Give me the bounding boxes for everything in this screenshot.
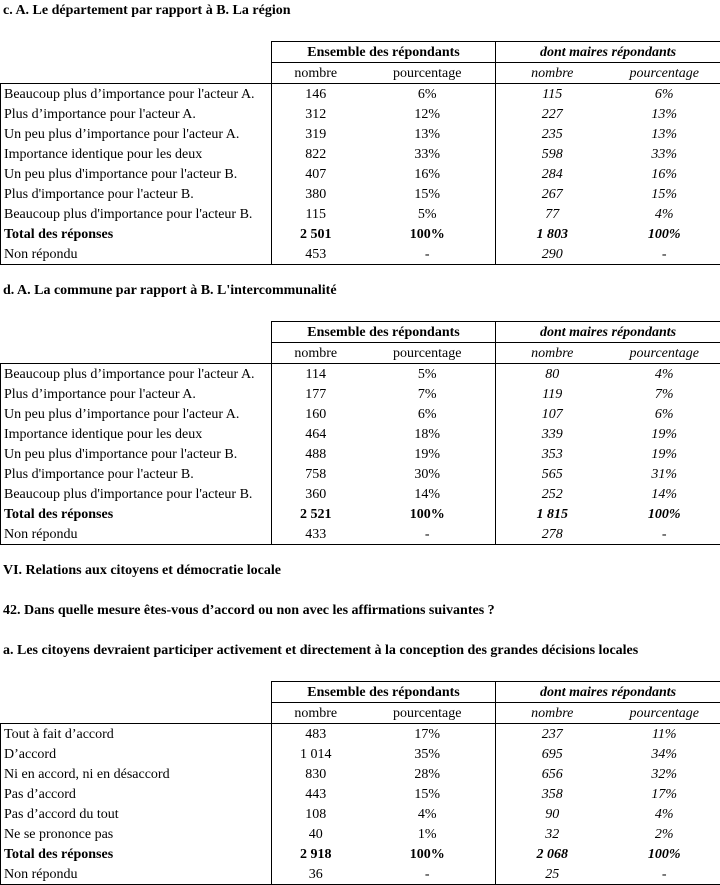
cell-pourcentage-maires: 16% <box>609 164 720 184</box>
cell-nombre: 2 521 <box>272 504 360 524</box>
cell-nombre-maires: 284 <box>496 164 609 184</box>
row-label: Total des réponses <box>1 844 272 864</box>
cell-nombre: 360 <box>272 484 360 504</box>
cell-nombre-maires: 32 <box>496 824 609 844</box>
row-label: Beaucoup plus d’importance pour l'acteur A. <box>1 364 272 385</box>
table-row <box>1 124 720 144</box>
section-title-a: a. Les citoyens devraient participer activement et directement à la conception des grandes décisions locales <box>3 641 638 661</box>
table-departement-region <box>0 41 720 265</box>
cell-pourcentage-maires: 11% <box>609 724 720 745</box>
cell-pourcentage: - <box>360 244 496 265</box>
row-label: Non répondu <box>1 524 272 545</box>
cell-pourcentage-maires: 2% <box>609 824 720 844</box>
cell-pourcentage: 13% <box>360 124 496 144</box>
header-maires: dont maires répondants <box>496 322 720 343</box>
empty-cell <box>1 322 272 343</box>
row-label: Total des réponses <box>1 224 272 244</box>
cell-nombre-maires: 227 <box>496 104 609 124</box>
total-row <box>1 504 720 524</box>
row-label: Beaucoup plus d'importance pour l'acteur B. <box>1 484 272 504</box>
cell-pourcentage: 4% <box>360 804 496 824</box>
row-label: Plus d'importance pour l'acteur B. <box>1 184 272 204</box>
cell-nombre-maires: 1 815 <box>496 504 609 524</box>
header-nombre: nombre <box>272 63 360 84</box>
header-ensemble: Ensemble des répondants <box>272 322 496 343</box>
non-repondu-row <box>1 864 720 885</box>
cell-pourcentage: 18% <box>360 424 496 444</box>
header-pourcentage: pourcentage <box>360 63 496 84</box>
cell-pourcentage: 6% <box>360 84 496 105</box>
table-row <box>1 404 720 424</box>
row-label: Non répondu <box>1 864 272 885</box>
total-row <box>1 224 720 244</box>
cell-nombre-maires: 107 <box>496 404 609 424</box>
row-label: Total des réponses <box>1 504 272 524</box>
table-row <box>1 804 720 824</box>
row-label: Un peu plus d’importance pour l'acteur A. <box>1 124 272 144</box>
cell-nombre-maires: 267 <box>496 184 609 204</box>
chapter-title: VI. Relations aux citoyens et démocratie locale <box>3 561 281 581</box>
cell-pourcentage-maires: 15% <box>609 184 720 204</box>
header-ensemble: Ensemble des répondants <box>272 42 496 63</box>
row-label: Importance identique pour les deux <box>1 424 272 444</box>
empty-cell <box>1 703 272 724</box>
cell-nombre-maires: 695 <box>496 744 609 764</box>
row-label: Un peu plus d’importance pour l'acteur A. <box>1 404 272 424</box>
cell-nombre: 433 <box>272 524 360 545</box>
row-label: Plus d’importance pour l'acteur A. <box>1 104 272 124</box>
cell-pourcentage: 5% <box>360 204 496 224</box>
cell-nombre: 312 <box>272 104 360 124</box>
empty-cell <box>1 63 272 84</box>
header-nombre-maires: nombre <box>496 343 609 364</box>
cell-nombre: 40 <box>272 824 360 844</box>
header-nombre: nombre <box>272 343 360 364</box>
question-title: 42. Dans quelle mesure êtes-vous d’accord ou non avec les affirmations suivantes ? <box>3 601 495 621</box>
cell-pourcentage-maires: - <box>609 864 720 885</box>
cell-pourcentage: 14% <box>360 484 496 504</box>
cell-pourcentage: - <box>360 524 496 545</box>
cell-pourcentage-maires: 34% <box>609 744 720 764</box>
cell-pourcentage-maires: 19% <box>609 444 720 464</box>
header-nombre-maires: nombre <box>496 63 609 84</box>
cell-pourcentage: 28% <box>360 764 496 784</box>
cell-nombre-maires: 358 <box>496 784 609 804</box>
section-title-d: d. A. La commune par rapport à B. L'intercommunalité <box>3 281 337 301</box>
cell-nombre: 483 <box>272 724 360 745</box>
cell-nombre-maires: 115 <box>496 84 609 105</box>
cell-nombre: 758 <box>272 464 360 484</box>
header-row-columns <box>1 703 720 724</box>
row-label: Beaucoup plus d’importance pour l'acteur A. <box>1 84 272 105</box>
cell-nombre: 115 <box>272 204 360 224</box>
header-pourcentage: pourcentage <box>360 343 496 364</box>
header-pourcentage-maires: pourcentage <box>609 63 720 84</box>
cell-pourcentage-maires: 13% <box>609 124 720 144</box>
cell-pourcentage: 6% <box>360 404 496 424</box>
cell-pourcentage: 1% <box>360 824 496 844</box>
row-label: Beaucoup plus d'importance pour l'acteur B. <box>1 204 272 224</box>
table-commune-intercommunalite <box>0 321 720 545</box>
header-pourcentage-maires: pourcentage <box>609 343 720 364</box>
cell-pourcentage-maires: 4% <box>609 364 720 385</box>
cell-pourcentage-maires: 100% <box>609 224 720 244</box>
cell-pourcentage: 17% <box>360 724 496 745</box>
cell-pourcentage-maires: 19% <box>609 424 720 444</box>
row-label: Pas d’accord <box>1 784 272 804</box>
table-citoyens-participation <box>0 681 720 885</box>
cell-pourcentage-maires: 31% <box>609 464 720 484</box>
cell-pourcentage-maires: 6% <box>609 84 720 105</box>
header-maires: dont maires répondants <box>496 42 720 63</box>
table-row <box>1 84 720 105</box>
row-label: Importance identique pour les deux <box>1 144 272 164</box>
row-label: Un peu plus d'importance pour l'acteur B. <box>1 444 272 464</box>
header-maires: dont maires répondants <box>496 682 720 703</box>
row-label: Un peu plus d'importance pour l'acteur B. <box>1 164 272 184</box>
table-row <box>1 104 720 124</box>
table-row <box>1 464 720 484</box>
table-row <box>1 444 720 464</box>
cell-nombre: 114 <box>272 364 360 385</box>
cell-pourcentage: 12% <box>360 104 496 124</box>
cell-nombre: 443 <box>272 784 360 804</box>
cell-nombre: 2 918 <box>272 844 360 864</box>
cell-nombre: 319 <box>272 124 360 144</box>
cell-nombre: 177 <box>272 384 360 404</box>
cell-pourcentage: 35% <box>360 744 496 764</box>
cell-nombre: 160 <box>272 404 360 424</box>
table-row <box>1 204 720 224</box>
header-row-columns <box>1 343 720 364</box>
table-row <box>1 164 720 184</box>
cell-nombre-maires: 656 <box>496 764 609 784</box>
row-label: Pas d’accord du tout <box>1 804 272 824</box>
header-ensemble: Ensemble des répondants <box>272 682 496 703</box>
empty-cell <box>1 42 272 63</box>
cell-pourcentage-maires: 33% <box>609 144 720 164</box>
header-nombre: nombre <box>272 703 360 724</box>
cell-pourcentage: 15% <box>360 184 496 204</box>
cell-nombre-maires: 2 068 <box>496 844 609 864</box>
cell-nombre-maires: 353 <box>496 444 609 464</box>
cell-nombre-maires: 598 <box>496 144 609 164</box>
header-row-columns <box>1 63 720 84</box>
row-label: D’accord <box>1 744 272 764</box>
cell-pourcentage-maires: 13% <box>609 104 720 124</box>
empty-cell <box>1 343 272 364</box>
cell-pourcentage-maires: 100% <box>609 844 720 864</box>
table-row <box>1 424 720 444</box>
cell-nombre-maires: 77 <box>496 204 609 224</box>
cell-pourcentage-maires: 6% <box>609 404 720 424</box>
cell-nombre-maires: 278 <box>496 524 609 545</box>
table-row <box>1 724 720 745</box>
row-label: Ne se prononce pas <box>1 824 272 844</box>
cell-nombre: 1 014 <box>272 744 360 764</box>
cell-nombre-maires: 1 803 <box>496 224 609 244</box>
cell-nombre: 2 501 <box>272 224 360 244</box>
cell-nombre: 407 <box>272 164 360 184</box>
cell-pourcentage: 15% <box>360 784 496 804</box>
cell-nombre-maires: 252 <box>496 484 609 504</box>
cell-nombre-maires: 235 <box>496 124 609 144</box>
cell-pourcentage-maires: 100% <box>609 504 720 524</box>
cell-pourcentage-maires: 4% <box>609 804 720 824</box>
table-row <box>1 784 720 804</box>
cell-nombre: 380 <box>272 184 360 204</box>
row-label: Tout à fait d’accord <box>1 724 272 745</box>
cell-pourcentage-maires: 7% <box>609 384 720 404</box>
cell-nombre-maires: 290 <box>496 244 609 265</box>
cell-pourcentage: 7% <box>360 384 496 404</box>
cell-pourcentage-maires: - <box>609 524 720 545</box>
cell-nombre: 488 <box>272 444 360 464</box>
row-label: Plus d’importance pour l'acteur A. <box>1 384 272 404</box>
cell-nombre-maires: 237 <box>496 724 609 745</box>
cell-nombre: 830 <box>272 764 360 784</box>
cell-nombre: 453 <box>272 244 360 265</box>
cell-nombre-maires: 565 <box>496 464 609 484</box>
table-row <box>1 744 720 764</box>
non-repondu-row <box>1 524 720 545</box>
cell-nombre-maires: 119 <box>496 384 609 404</box>
table-row <box>1 764 720 784</box>
table-row <box>1 184 720 204</box>
cell-pourcentage-maires: 14% <box>609 484 720 504</box>
table-row <box>1 484 720 504</box>
cell-pourcentage: 30% <box>360 464 496 484</box>
row-label: Non répondu <box>1 244 272 265</box>
cell-nombre: 146 <box>272 84 360 105</box>
cell-nombre-maires: 90 <box>496 804 609 824</box>
cell-nombre: 108 <box>272 804 360 824</box>
header-pourcentage: pourcentage <box>360 703 496 724</box>
cell-pourcentage: 16% <box>360 164 496 184</box>
non-repondu-row <box>1 244 720 265</box>
section-title-c: c. A. Le département par rapport à B. La région <box>3 1 291 21</box>
header-row-groups <box>1 42 720 63</box>
empty-cell <box>1 682 272 703</box>
table-row <box>1 144 720 164</box>
cell-pourcentage-maires: 17% <box>609 784 720 804</box>
table-row <box>1 364 720 385</box>
header-row-groups <box>1 682 720 703</box>
cell-pourcentage-maires: - <box>609 244 720 265</box>
cell-pourcentage-maires: 4% <box>609 204 720 224</box>
row-label: Ni en accord, ni en désaccord <box>1 764 272 784</box>
cell-pourcentage: 100% <box>360 504 496 524</box>
cell-pourcentage: 100% <box>360 224 496 244</box>
header-row-groups <box>1 322 720 343</box>
table-row <box>1 384 720 404</box>
cell-pourcentage-maires: 32% <box>609 764 720 784</box>
table-row <box>1 824 720 844</box>
cell-nombre: 464 <box>272 424 360 444</box>
cell-pourcentage: 33% <box>360 144 496 164</box>
cell-nombre-maires: 25 <box>496 864 609 885</box>
cell-pourcentage: 5% <box>360 364 496 385</box>
total-row <box>1 844 720 864</box>
cell-nombre-maires: 339 <box>496 424 609 444</box>
header-pourcentage-maires: pourcentage <box>609 703 720 724</box>
cell-pourcentage: 19% <box>360 444 496 464</box>
cell-nombre: 36 <box>272 864 360 885</box>
cell-nombre: 822 <box>272 144 360 164</box>
cell-nombre-maires: 80 <box>496 364 609 385</box>
header-nombre-maires: nombre <box>496 703 609 724</box>
cell-pourcentage: 100% <box>360 844 496 864</box>
cell-pourcentage: - <box>360 864 496 885</box>
row-label: Plus d'importance pour l'acteur B. <box>1 464 272 484</box>
